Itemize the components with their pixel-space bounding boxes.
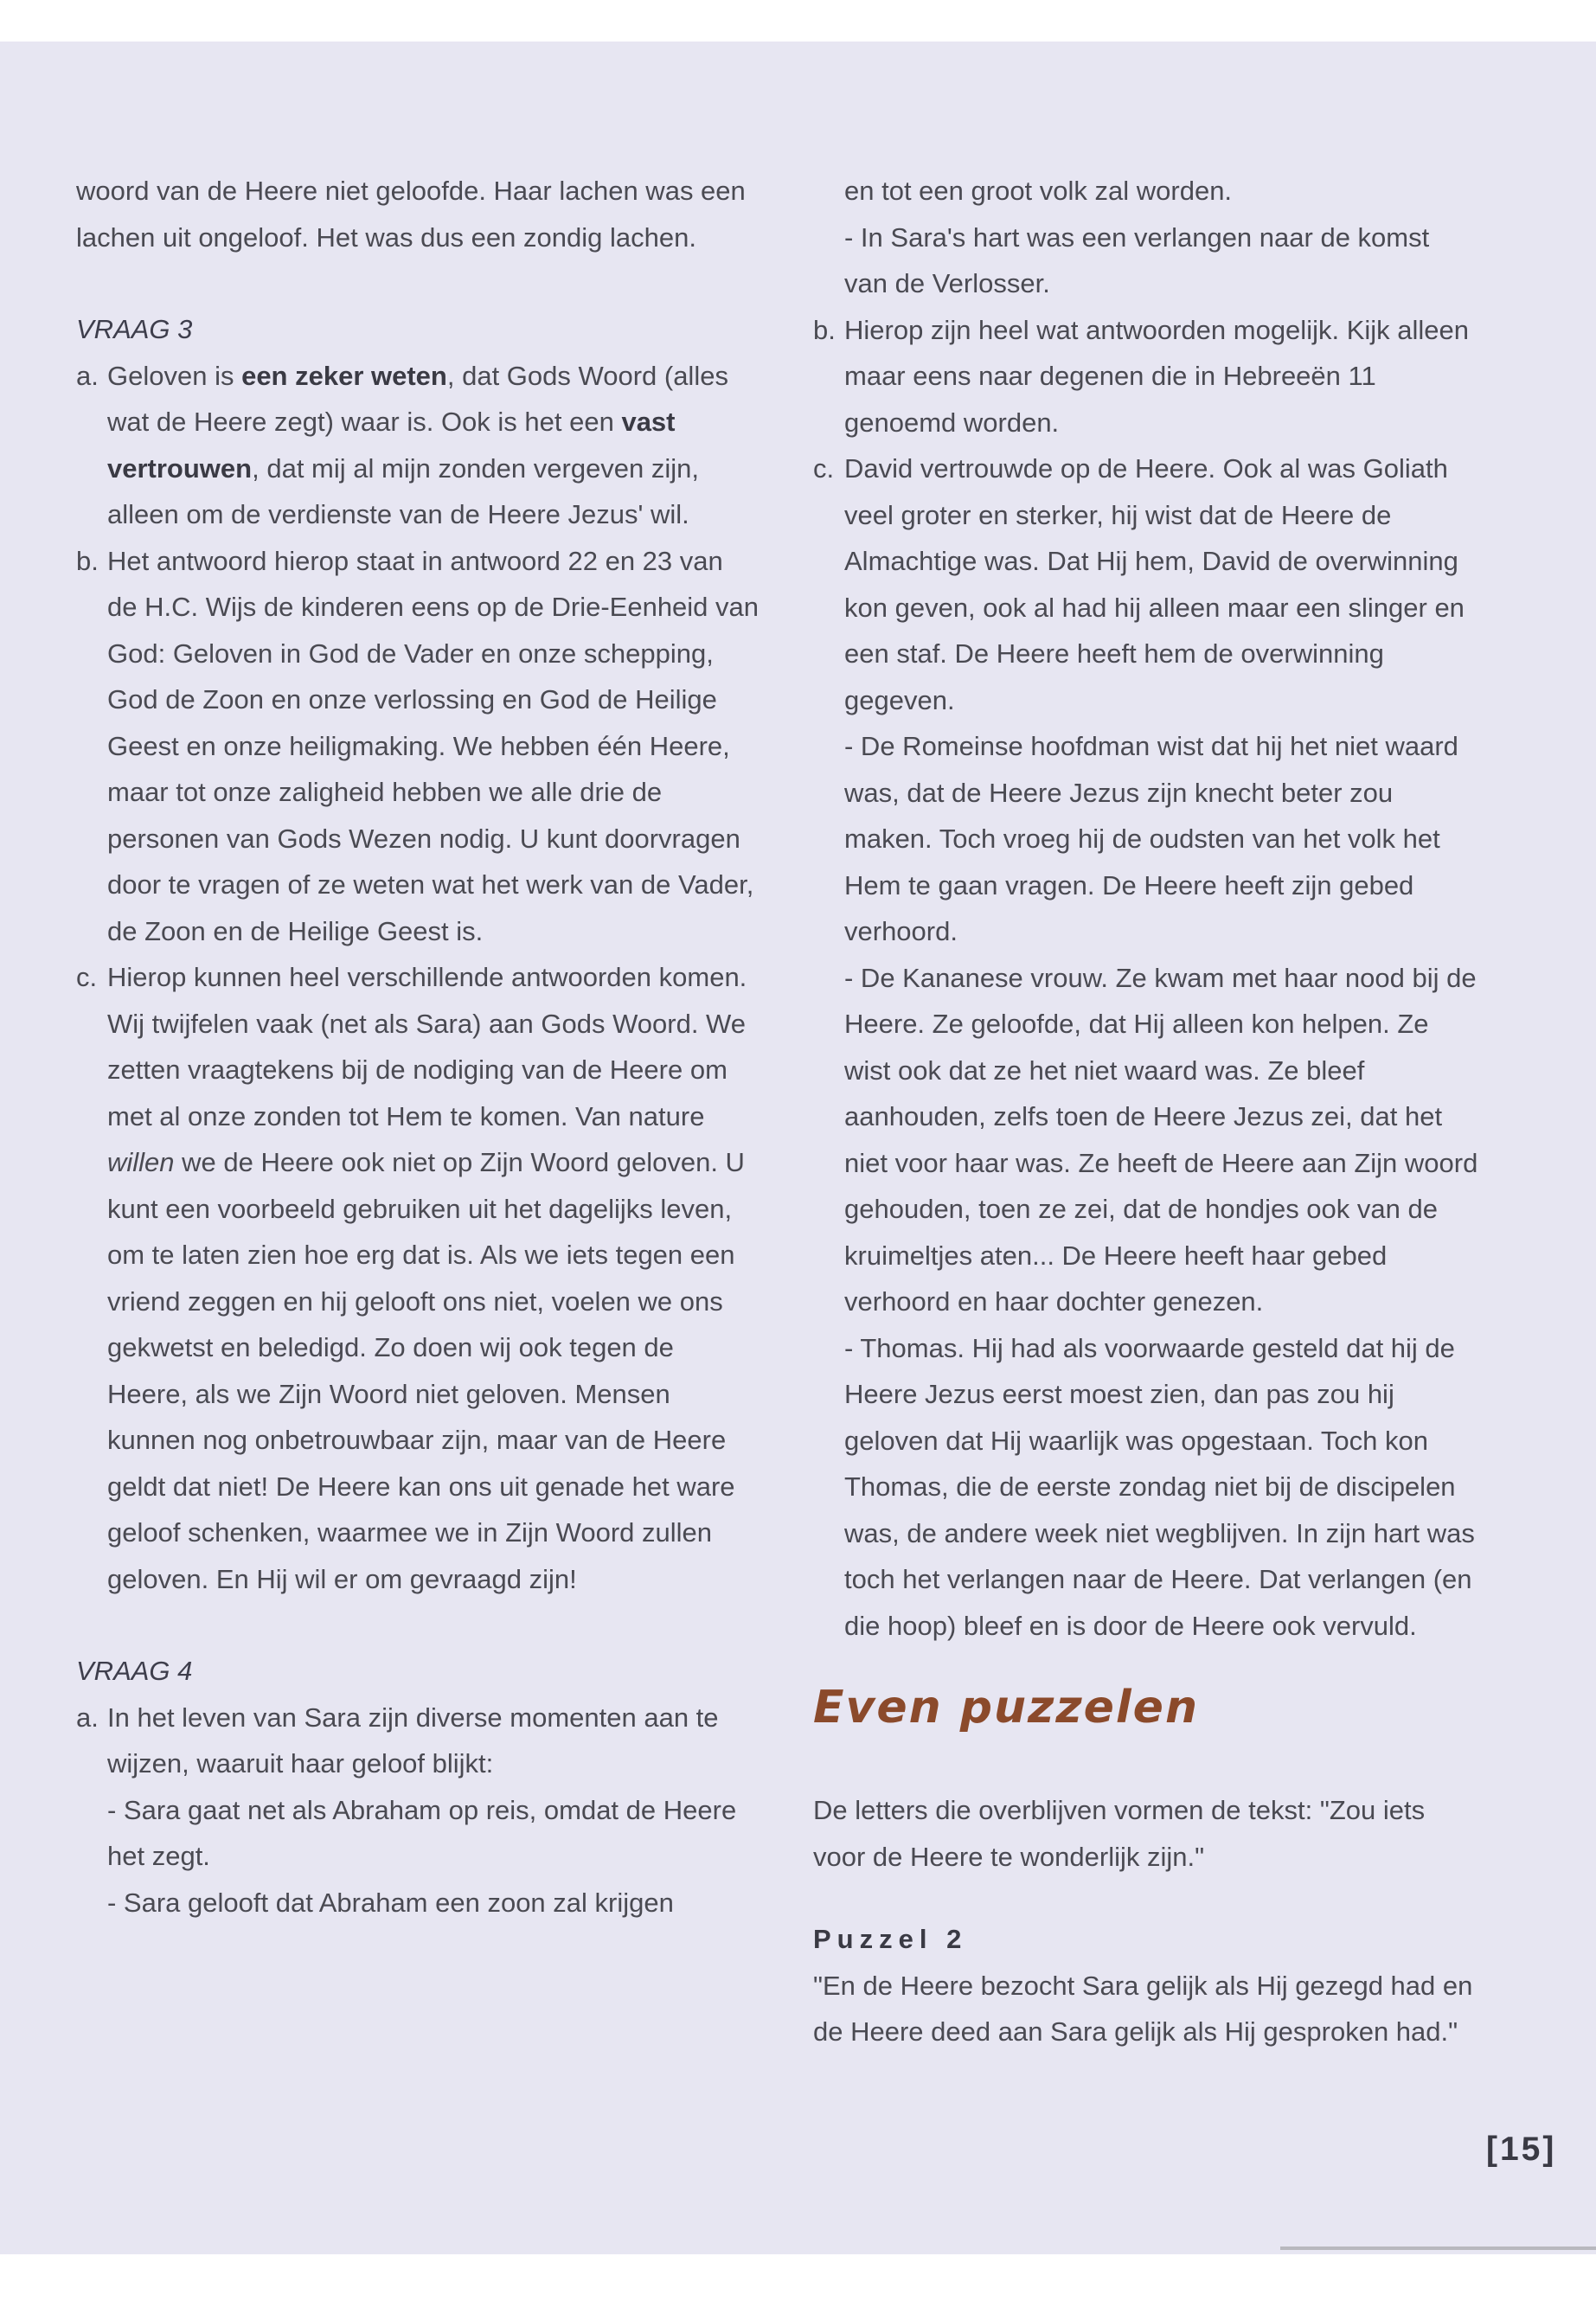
bullet-reis: - Sara gaat net als Abraham op reis, omdat de Heere het zegt. [107, 1794, 737, 1871]
continued-text: en tot een groot volk zal worden. [844, 176, 1233, 206]
right-column [813, 168, 1479, 2055]
vraag-4-answer-a [76, 1695, 760, 1787]
vraag-4-heading: VRAAG 4 [76, 1656, 193, 1686]
list-marker: b. [76, 545, 99, 576]
answer-text: In het leven van Sara zijn diverse momenten aan te wijzen, waaruit haar geloof blijkt: [107, 1702, 719, 1779]
answer-text-part: we de Heere ook niet op Zijn Woord geloven. U kunt een voorbeeld gebruiken uit het dagelijks leven, om te laten zien hoe erg dat is. Als we iets tegen een vriend zeggen en hij gelooft ons niet, voelen we ons gekwetst en beledigd. Zo doen wij ook tegen de Heere, als we Zijn Woord niet geloven. Mensen kunnen nog onbetrouwbaar zijn, maar van de Heere geldt dat niet! De Heere kan ons uit genade het ware geloof schenken, waarmee we in Zijn Woord zullen geloven. En Hij wil er om gevraagd zijn! [107, 1147, 745, 1594]
intro-paragraph: woord van de Heere niet geloofde. Haar lachen was een lachen uit ongeloof. Het was dus een zondig lachen. [76, 176, 746, 253]
vraag-4-answer-b [813, 307, 1479, 446]
answer-text: Hierop zijn heel wat antwoorden mogelijk. Kijk alleen maar eens naar degenen die in Hebreeën 11 genoemd worden. [844, 314, 1469, 438]
answer-text-part: Geloven is [107, 360, 242, 391]
list-marker: b. [813, 314, 836, 345]
page [0, 42, 1596, 2254]
bullet-zoon: - Sara gelooft dat Abraham een zoon zal krijgen [107, 1887, 674, 1918]
bullet-verlangen: - In Sara's hart was een verlangen naar de komst van de Verlosser. [844, 221, 1430, 298]
vraag-4-answer-c [813, 445, 1479, 723]
list-marker: c. [76, 962, 98, 992]
vraag-3-answer-b [76, 538, 760, 955]
emphasis-vast-vertrouwen: vast vertrouwen [107, 407, 676, 484]
even-puzzelen-title: Even puzzelen [813, 1682, 1199, 1734]
vraag-3-answer-c [76, 954, 760, 1602]
left-column [76, 168, 760, 1926]
answer-text [107, 353, 760, 538]
answer-text [107, 954, 760, 1602]
answer-text: David vertrouwde op de Heere. Ook al was Goliath veel groter en sterker, hij wist dat de Heere de Almachtige was. Dat Hij hem, David de overwinning kon geven, ook al had hij alleen maar een slinger en een staf. De Heere heeft hem de overwinning gegeven. [844, 453, 1465, 715]
bottom-divider [1280, 2247, 1596, 2250]
answer-text-part: , dat Gods Woord (alles wat de Heere zegt) waar is. Ook is het een [107, 360, 728, 437]
vraag-3-heading: VRAAG 3 [76, 314, 193, 344]
answer-text-part: Hierop kunnen heel verschillende antwoorden komen. Wij twijfelen vaak (net als Sara) aan Gods Woord. We zetten vraagtekens bij de nodiging van de Heere om met al onze zonden tot Hem te komen. Van nature [107, 962, 747, 1131]
answer-text-part: , dat mij al mijn zonden vergeven zijn, alleen om de verdienste van de Heere Jezus' wil. [107, 452, 700, 529]
vraag-3-answer-a [76, 353, 760, 538]
list-marker: c. [813, 453, 835, 484]
puzzel-2-text: "En de Heere bezocht Sara gelijk als Hij gezegd had en de Heere deed aan Sara gelijk als Hij gesproken had." [813, 1970, 1473, 2047]
paragraph-thomas: - Thomas. Hij had als voorwaarde gesteld dat hij de Heere Jezus eerst moest zien, dan pas zou hij geloven dat Hij waarlijk was opgestaan. Toch kon Thomas, die de eerste zondag niet bij de discipelen was, de andere week niet wegblijven. In zijn hart was toch het verlangen naar de Heere. Dat verlangen (en die hoop) bleef en is door de Heere ook vervuld. [844, 1332, 1475, 1641]
puzzel-2-heading: Puzzel 2 [813, 1924, 968, 1954]
paragraph-kananese-vrouw: - De Kananese vrouw. Ze kwam met haar nood bij de Heere. Ze geloofde, dat Hij alleen kon helpen. Ze wist ook dat ze het niet waard was. Ze bleef aanhouden, zelfs toen de Heere Jezus zei, dat het niet voor haar was. Ze heeft de Heere aan Zijn woord gehouden, toen ze zei, dat de hondjes ook van de kruimeltjes aten... De Heere heeft haar gebed verhoord en haar dochter genezen. [844, 962, 1478, 1317]
answer-text: Het antwoord hierop staat in antwoord 22 en 23 van de H.C. Wijs de kinderen eens op de Drie-Eenheid van God: Geloven in God de Vader en onze schepping, God de Zoon en onze verlossing en God de Heilige Geest en onze heiligmaking. We hebben één Heere, maar tot onze zaligheid hebben we alle drie de personen van Gods Wezen nodig. U kunt doorvragen door te vragen of ze weten wat het werk van de Vader, de Zoon en de Heilige Geest is. [107, 545, 760, 946]
list-marker: a. [76, 360, 99, 391]
emphasis-zeker-weten: een zeker weten [241, 360, 447, 391]
list-marker: a. [76, 1702, 99, 1733]
page-number: [15] [1486, 2131, 1557, 2168]
paragraph-hoofdman: - De Romeinse hoofdman wist dat hij het niet waard was, dat de Heere Jezus zijn knecht beter zou maken. Toch vroeg hij de oudsten van het volk het Hem te gaan vragen. De Heere heeft zijn gebed verhoord. [844, 731, 1458, 946]
emphasis-willen: willen [107, 1147, 175, 1177]
even-puzzelen-text: De letters die overblijven vormen de tekst: "Zou iets voor de Heere te wonderlijk zijn." [813, 1795, 1426, 1872]
